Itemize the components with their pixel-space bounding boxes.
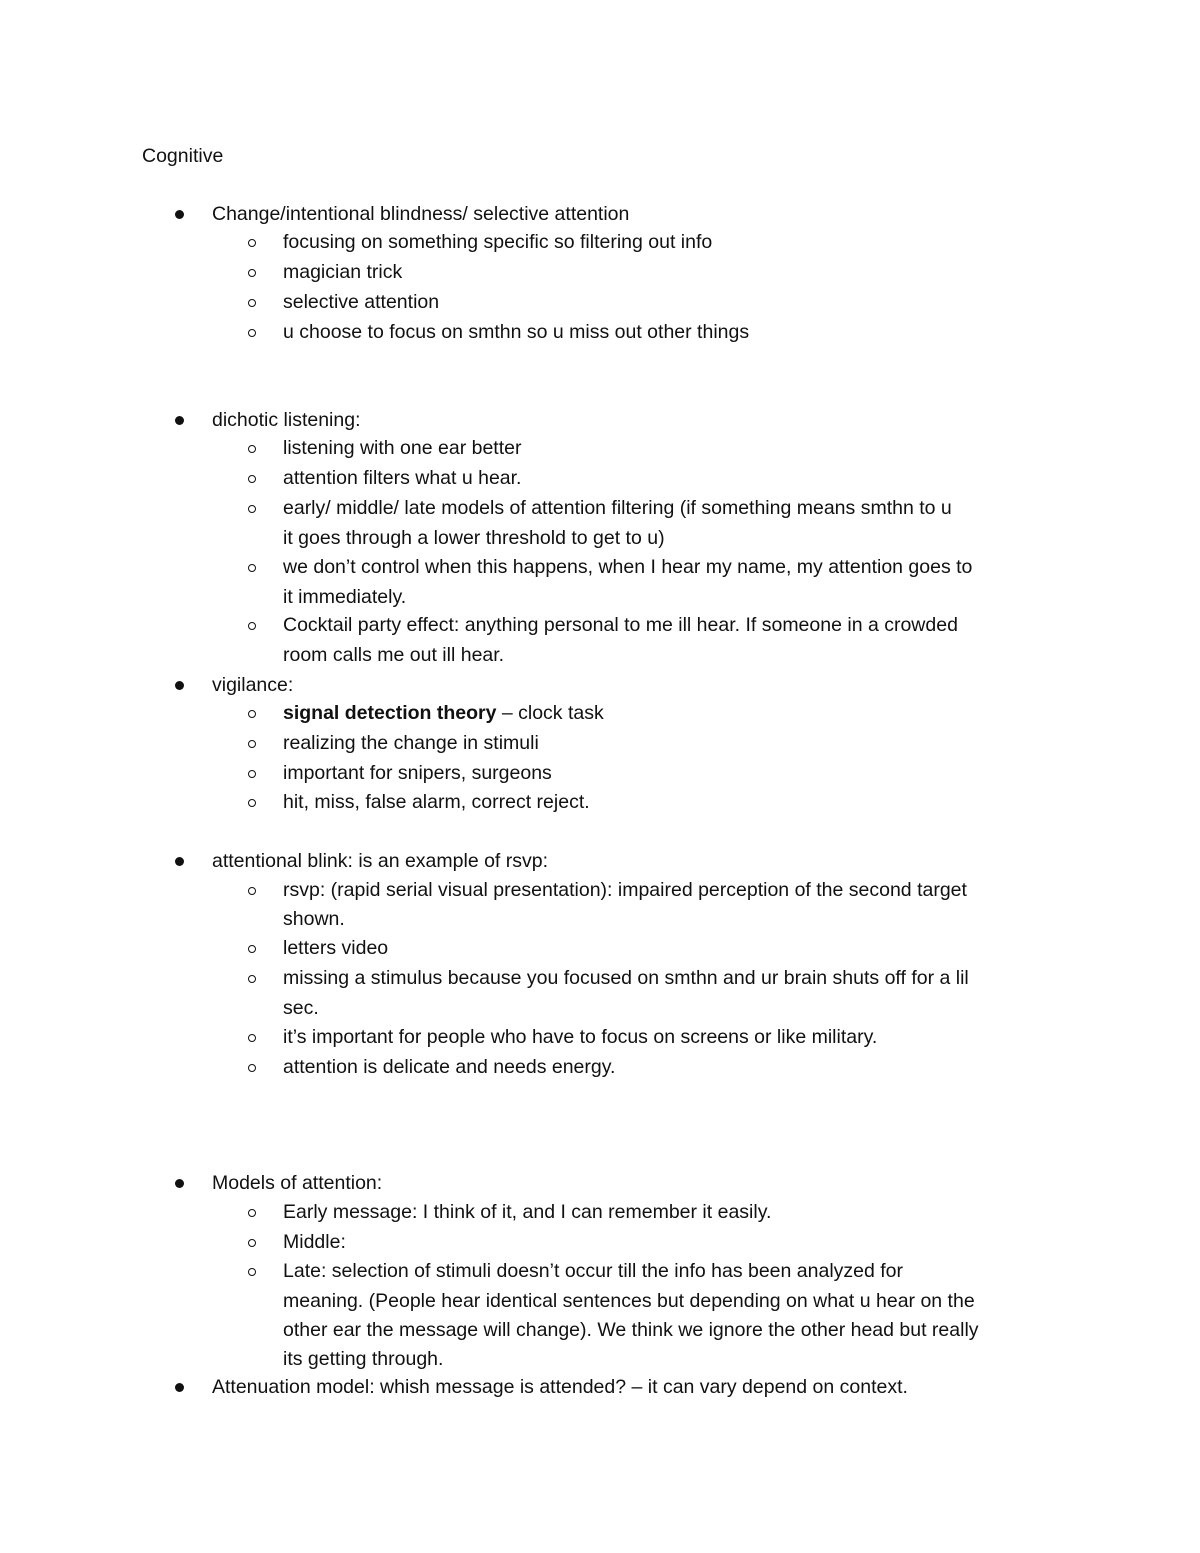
list-item: letters video (283, 937, 389, 959)
list-item (283, 701, 604, 725)
list-item: magician trick (283, 261, 403, 283)
circle-bullet-icon (248, 622, 256, 630)
list-item: selective attention (283, 291, 440, 313)
list-item: we don’t control when this happens, when I hear my name, my attention goes to (283, 556, 973, 578)
list-item: Late: selection of stimuli doesn’t occur till the info has been analyzed for (283, 1260, 904, 1282)
bullet-icon (175, 857, 184, 866)
list-item: attention is delicate and needs energy. (283, 1056, 616, 1078)
document-title: Cognitive (142, 145, 224, 167)
circle-bullet-icon (248, 1239, 256, 1247)
list-item: Early message: I think of it, and I can remember it easily. (283, 1201, 772, 1223)
list-item-continued: meaning. (People hear identical sentences but depending on what u hear on the (283, 1290, 975, 1312)
bullet-icon (175, 681, 184, 690)
list-item-continued: other ear the message will change). We think we ignore the other head but really (283, 1319, 979, 1341)
list-item: u choose to focus on smthn so u miss out other things (283, 321, 750, 343)
circle-bullet-icon (248, 1034, 256, 1042)
term-description: – clock task (496, 702, 604, 724)
section-heading: attentional blink: is an example of rsvp: (212, 850, 549, 872)
circle-bullet-icon (248, 505, 256, 513)
list-item: attention filters what u hear. (283, 467, 522, 489)
list-item: important for snipers, surgeons (283, 762, 552, 784)
list-item-continued: sec. (283, 997, 319, 1019)
list-item: listening with one ear better (283, 437, 522, 459)
circle-bullet-icon (248, 975, 256, 983)
section-heading: dichotic listening: (212, 409, 361, 431)
section-heading: Change/intentional blindness/ selective attention (212, 203, 630, 225)
circle-bullet-icon (248, 740, 256, 748)
bullet-icon (175, 1179, 184, 1188)
circle-bullet-icon (248, 564, 256, 572)
circle-bullet-icon (248, 475, 256, 483)
section-heading: vigilance: (212, 674, 294, 696)
list-item-continued: it goes through a lower threshold to get to u) (283, 527, 665, 549)
circle-bullet-icon (248, 945, 256, 953)
bullet-icon (175, 210, 184, 219)
circle-bullet-icon (248, 269, 256, 277)
list-item: Middle: (283, 1231, 346, 1253)
list-item: missing a stimulus because you focused on smthn and ur brain shuts off for a lil (283, 967, 969, 989)
circle-bullet-icon (248, 770, 256, 778)
list-item-continued: room calls me out ill hear. (283, 644, 505, 666)
circle-bullet-icon (248, 710, 256, 718)
list-item-continued: it immediately. (283, 586, 407, 608)
circle-bullet-icon (248, 329, 256, 337)
circle-bullet-icon (248, 1209, 256, 1217)
bold-term: signal detection theory (283, 702, 497, 724)
bullet-icon (175, 1383, 184, 1392)
circle-bullet-icon (248, 799, 256, 807)
list-item-continued: shown. (283, 908, 345, 930)
circle-bullet-icon (248, 239, 256, 247)
circle-bullet-icon (248, 1268, 256, 1276)
list-item-continued: its getting through. (283, 1348, 444, 1370)
list-item: rsvp: (rapid serial visual presentation): impaired perception of the second target (283, 879, 967, 901)
list-item: realizing the change in stimuli (283, 732, 539, 754)
list-item: early/ middle/ late models of attention filtering (if something means smthn to u (283, 497, 952, 519)
circle-bullet-icon (248, 445, 256, 453)
list-item: it’s important for people who have to focus on screens or like military. (283, 1026, 878, 1048)
circle-bullet-icon (248, 1064, 256, 1072)
circle-bullet-icon (248, 887, 256, 895)
bullet-icon (175, 416, 184, 425)
section-heading: Attenuation model: whish message is attended? – it can vary depend on context. (212, 1376, 908, 1398)
list-item: focusing on something specific so filtering out info (283, 231, 713, 253)
circle-bullet-icon (248, 299, 256, 307)
list-item: hit, miss, false alarm, correct reject. (283, 791, 590, 813)
list-item: Cocktail party effect: anything personal to me ill hear. If someone in a crowded (283, 614, 958, 636)
section-heading: Models of attention: (212, 1172, 383, 1194)
